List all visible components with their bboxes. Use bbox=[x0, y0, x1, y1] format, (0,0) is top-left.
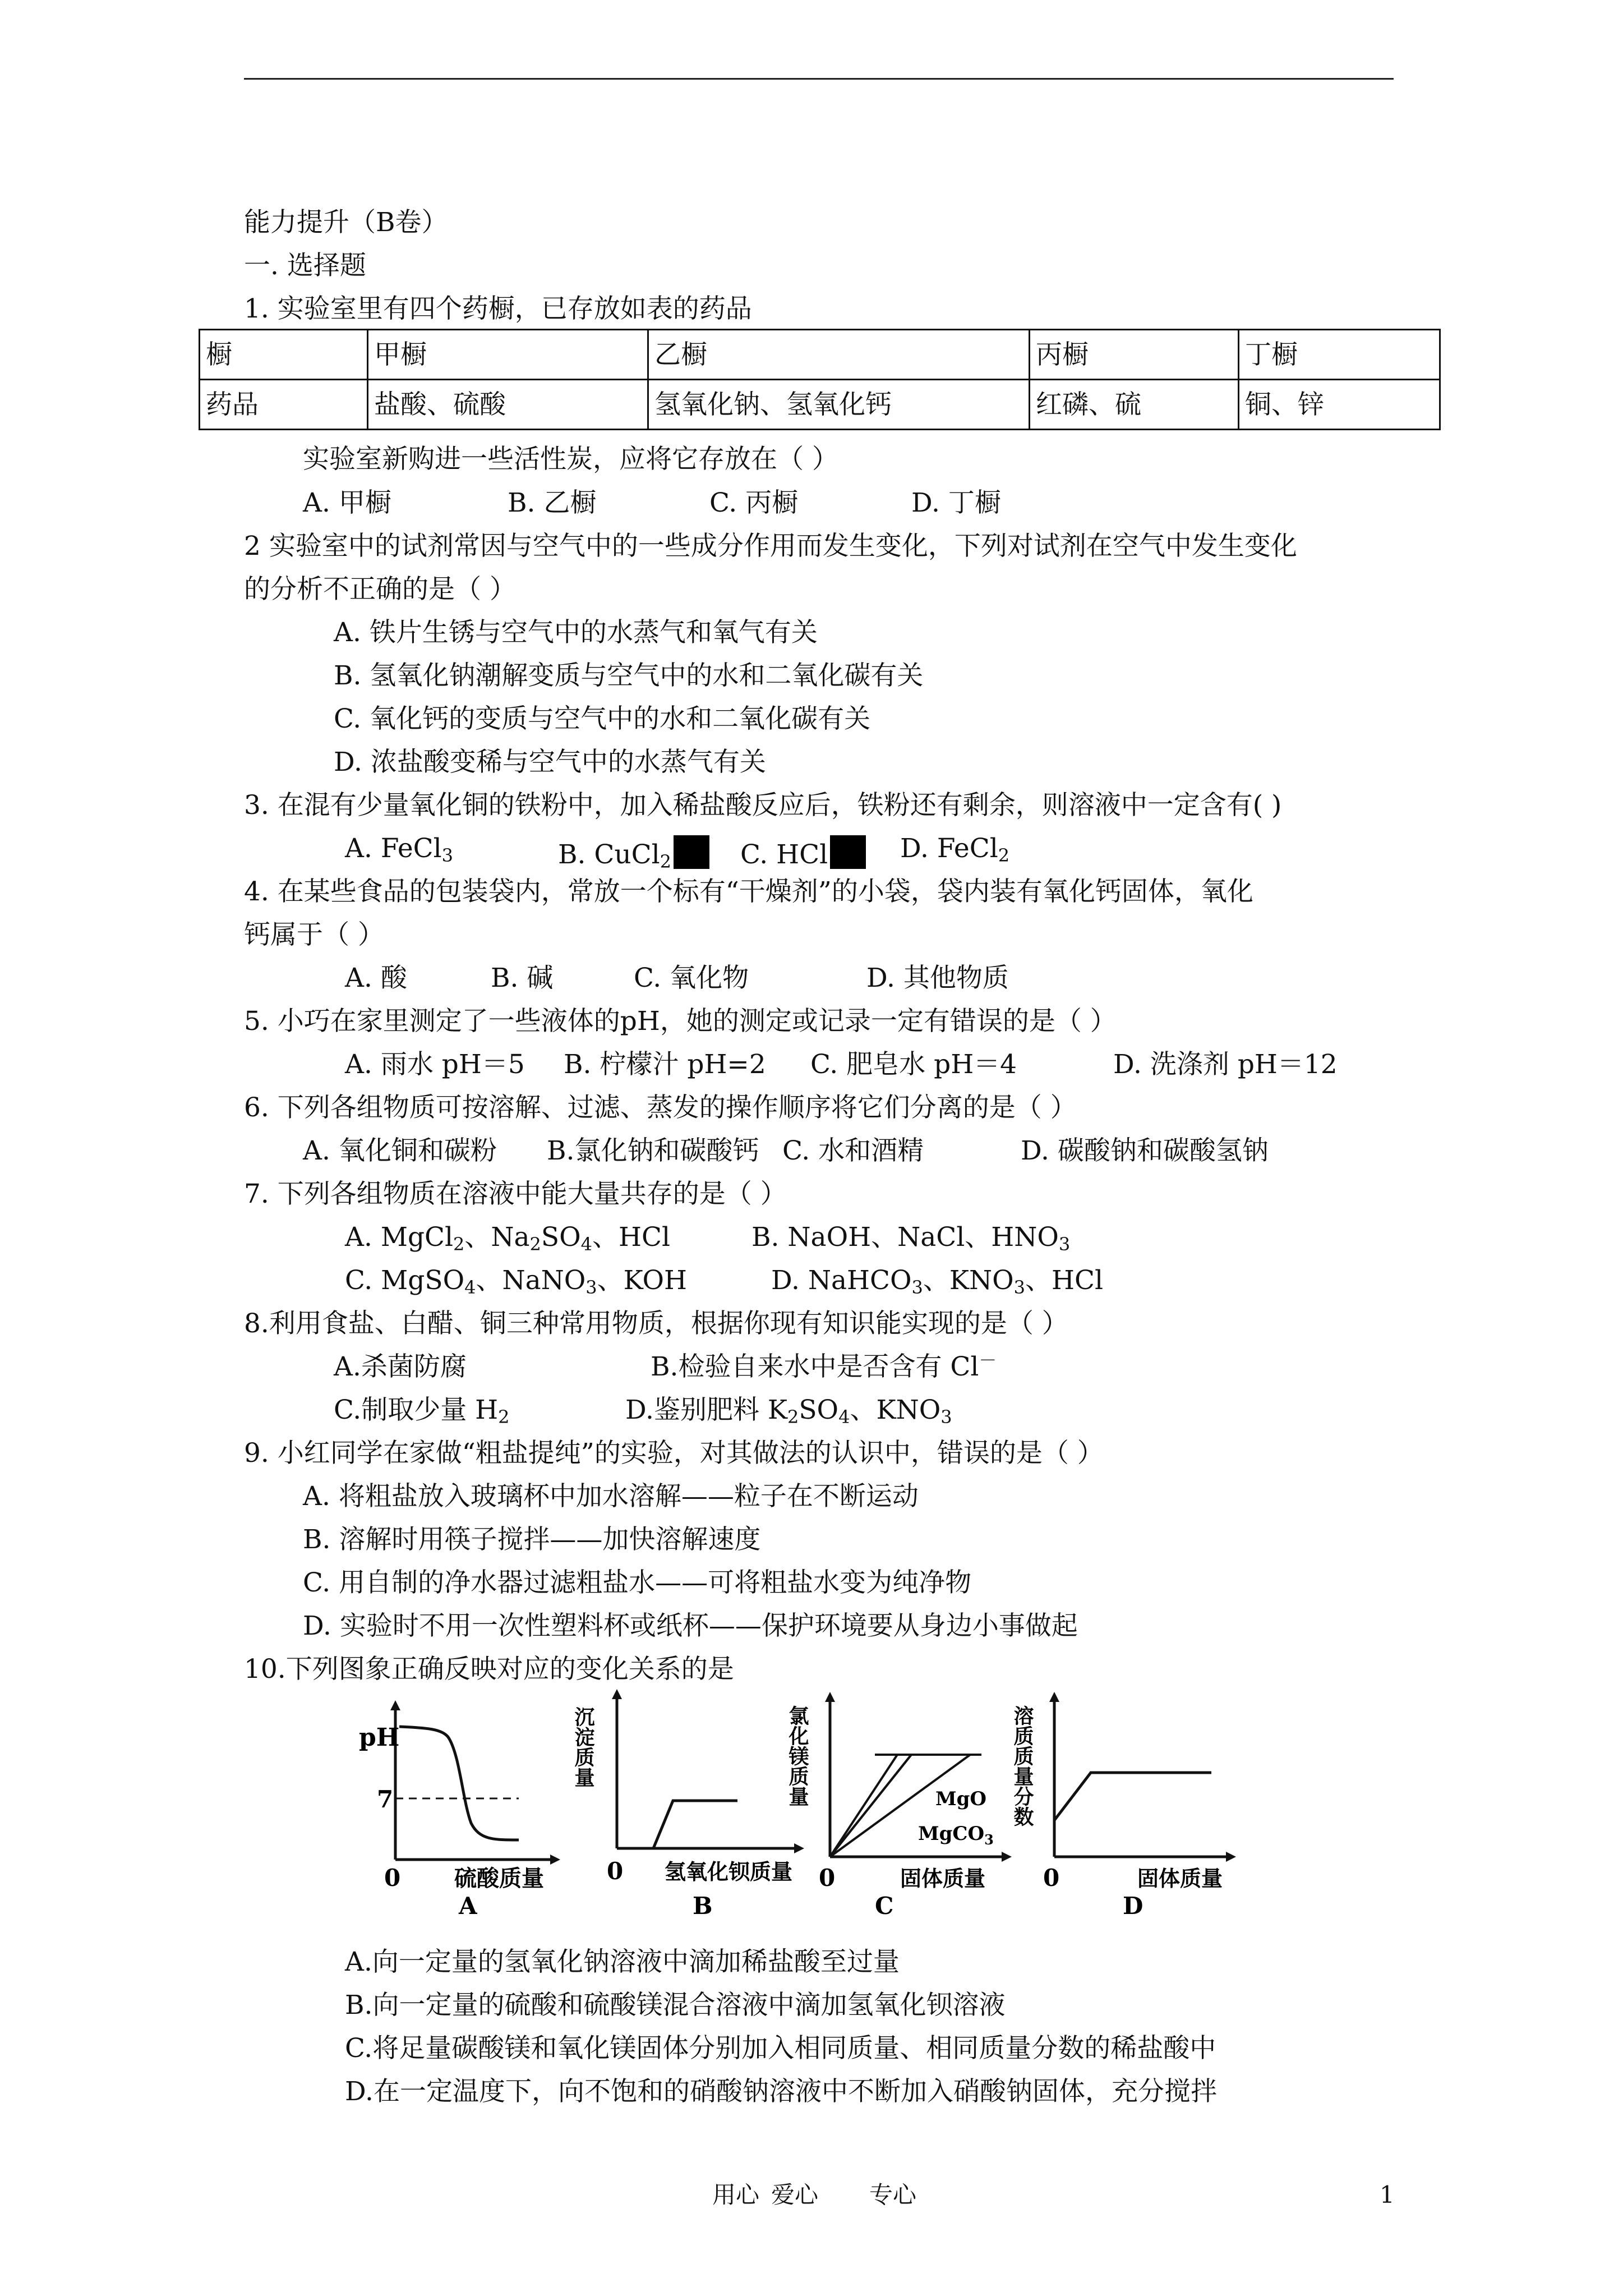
q4-option-c: C. 氧化物 bbox=[634, 963, 749, 993]
formula-part: 、HCl bbox=[1025, 1265, 1103, 1296]
subscript: 3 bbox=[441, 845, 454, 866]
graph-d-xlabel: 固体质量 bbox=[1137, 1866, 1223, 1891]
formula-part: B. NaOH、NaCl、HNO bbox=[751, 1222, 1059, 1253]
graph-d-origin: 0 bbox=[1043, 1864, 1060, 1892]
graph-c-letter: C bbox=[875, 1892, 894, 1920]
footer-text-1: 用心 bbox=[712, 2181, 760, 2208]
formula-part: A. MgCl bbox=[345, 1222, 454, 1253]
table-cell: 盐酸、硫酸 bbox=[368, 380, 648, 430]
q10-option-d: D.在一定温度下，向不饱和的硝酸钠溶液中不断加入硝酸钠固体，充分搅拌 bbox=[345, 2076, 1217, 2107]
subscript: 4 bbox=[838, 1406, 850, 1428]
graph-a-ylabel: pH bbox=[359, 1723, 400, 1752]
q3-option-b-text: B. CuCl bbox=[558, 839, 660, 870]
graph-b bbox=[571, 1694, 799, 1920]
graph-c-ylabel bbox=[786, 1705, 809, 1806]
table-cell: 乙橱 bbox=[648, 330, 1030, 380]
q10-option-a: A.向一定量的氢氧化钠溶液中滴加稀盐酸至过量 bbox=[345, 1947, 900, 1977]
q3-option-a-text: A. FeCl bbox=[345, 833, 442, 864]
q5-option-a: A. 雨水 pH＝5 bbox=[345, 1049, 525, 1080]
q10-stem: 10.下列图象正确反映对应的变化关系的是 bbox=[244, 1654, 734, 1685]
graph-d-ylabel bbox=[1011, 1705, 1034, 1826]
q8-option-a: A.杀菌防腐 bbox=[334, 1351, 467, 1382]
q2-option-a: A. 铁片生锈与空气中的水蒸气和氧气有关 bbox=[334, 617, 818, 648]
q9-option-a: A. 将粗盐放入玻璃杯中加水溶解——粒子在不断运动 bbox=[303, 1481, 919, 1512]
subscript: 2 bbox=[498, 1406, 510, 1428]
graph-b-origin: 0 bbox=[607, 1857, 624, 1885]
q1-option-d: D. 丁橱 bbox=[911, 487, 1001, 518]
table-cell: 丁橱 bbox=[1239, 330, 1440, 380]
q1-option-c: C. 丙橱 bbox=[709, 487, 799, 518]
page-number: 1 bbox=[1380, 2181, 1395, 2208]
subscript: 3 bbox=[940, 1406, 952, 1428]
formula-part: 、KOH bbox=[597, 1265, 688, 1296]
graph-b-letter: B bbox=[693, 1892, 713, 1920]
table-cell: 铜、锌 bbox=[1239, 380, 1440, 430]
q5-option-b: B. 柠檬汁 pH=2 bbox=[564, 1049, 766, 1080]
footer-text-2: 爱心 bbox=[771, 2181, 819, 2208]
graph-a-letter: A bbox=[459, 1892, 477, 1920]
q3-option-d-text: D. FeCl bbox=[900, 833, 998, 864]
q4-option-b: B. 碱 bbox=[491, 963, 554, 993]
formula-part: 、NaNO bbox=[476, 1265, 586, 1296]
formula-part: D. NaHCO bbox=[771, 1265, 912, 1296]
q5-option-c: C. 肥皂水 pH＝4 bbox=[810, 1049, 1017, 1080]
formula-part: SO bbox=[541, 1222, 581, 1253]
q3-stem: 3. 在混有少量氧化铜的铁粉中，加入稀盐酸反应后，铁粉还有剩余，则溶液中一定含有( ) bbox=[244, 790, 1282, 821]
formula-part: 、HCl bbox=[592, 1222, 670, 1253]
table-cell: 甲橱 bbox=[368, 330, 648, 380]
q4-option-a: A. 酸 bbox=[345, 963, 407, 993]
subscript: 2 bbox=[998, 845, 1010, 866]
subscript: 2 bbox=[787, 1406, 799, 1428]
q9-stem: 9. 小红同学在家做“粗盐提纯”的实验，对其做法的认识中，错误的是（ ） bbox=[244, 1438, 1104, 1469]
table-cell: 丙橱 bbox=[1030, 330, 1239, 380]
q2-option-b: B. 氢氧化钠潮解变质与空气中的水和二氧化碳有关 bbox=[334, 660, 924, 691]
graph-b-xlabel: 氢氧化钡质量 bbox=[665, 1859, 793, 1884]
q6-option-d: D. 碳酸钠和碳酸氢钠 bbox=[1021, 1135, 1269, 1166]
formula-part: 、KNO bbox=[850, 1395, 941, 1425]
formula-part: C. MgSO bbox=[345, 1265, 465, 1296]
q10-option-b: B.向一定量的硫酸和硫酸镁混合溶液中滴加氢氧化钡溶液 bbox=[345, 1990, 1006, 2021]
footer-text-3: 专心 bbox=[869, 2181, 917, 2208]
q9-option-b: B. 溶解时用筷子搅拌——加快溶解速度 bbox=[303, 1524, 761, 1555]
q7-stem: 7. 下列各组物质在溶液中能大量共存的是（ ） bbox=[244, 1179, 787, 1209]
formula-part: SO bbox=[799, 1395, 839, 1425]
q6-option-a: A. 氧化铜和碳粉 bbox=[303, 1135, 497, 1166]
table-cell: 药品 bbox=[200, 380, 368, 430]
graph-a-tick-7: 7 bbox=[377, 1786, 394, 1813]
q6-option-b: B.氯化钠和碳酸钙 bbox=[547, 1135, 759, 1166]
graph-d-ylabel-text: 溶质质量分数 bbox=[1011, 1705, 1034, 1826]
q2-option-d: D. 浓盐酸变稀与空气中的水蒸气有关 bbox=[334, 747, 766, 777]
graph-c-xlabel: 固体质量 bbox=[900, 1866, 986, 1891]
q2-option-c: C. 氧化钙的变质与空气中的水和二氧化碳有关 bbox=[334, 703, 871, 734]
q1-option-a: A. 甲橱 bbox=[303, 487, 391, 518]
table-cell: 橱 bbox=[200, 330, 368, 380]
q9-option-c: C. 用自制的净水器过滤粗盐水——可将粗盐水变为纯净物 bbox=[303, 1567, 972, 1598]
q8-option-c-text: C.制取少量 H bbox=[334, 1395, 499, 1425]
graph-c-label-mgco3 bbox=[918, 1823, 994, 1848]
section-title: 能力提升（B卷） bbox=[244, 207, 448, 238]
q8-option-b-text: B.检验自来水中是否含有 Cl bbox=[651, 1351, 979, 1382]
part-title: 一. 选择题 bbox=[244, 250, 366, 281]
graph-c-label-mgo: MgO bbox=[935, 1788, 987, 1810]
q1-stem: 1. 实验室里有四个药橱，已存放如表的药品 bbox=[244, 293, 752, 324]
q6-stem: 6. 下列各组物质可按溶解、过滤、蒸发的操作顺序将它们分离的是（ ） bbox=[244, 1092, 1077, 1123]
graph-c bbox=[786, 1697, 1007, 1920]
graph-b-ylabel bbox=[571, 1706, 595, 1787]
graph-a bbox=[359, 1705, 555, 1920]
q3-option-c-text: C. HCl bbox=[740, 839, 828, 870]
q6-option-c: C. 水和酒精 bbox=[782, 1135, 924, 1166]
q4-option-d: D. 其他物质 bbox=[866, 963, 1009, 993]
graph-c-label-mgco3-text: MgCO bbox=[918, 1823, 985, 1845]
formula-part: 、Na bbox=[464, 1222, 530, 1253]
subscript: 3 bbox=[984, 1832, 994, 1848]
subscript: 3 bbox=[585, 1277, 597, 1298]
formula-part: 、KNO bbox=[923, 1265, 1014, 1296]
subscript: 3 bbox=[1058, 1234, 1071, 1255]
graph-c-ylabel-text: 氯化镁质量 bbox=[786, 1705, 809, 1806]
graph-c-origin: 0 bbox=[819, 1864, 836, 1892]
subscript: 2 bbox=[529, 1234, 541, 1255]
q2-stem-line1: 2 实验室中的试剂常因与空气中的一些成分作用而发生变化，下列对试剂在空气中发生变化 bbox=[244, 531, 1297, 562]
q10-option-c: C.将足量碳酸镁和氧化镁固体分别加入相同质量、相同质量分数的稀盐酸中 bbox=[345, 2033, 1216, 2064]
graph-a-origin: 0 bbox=[384, 1864, 401, 1892]
q1-question: 实验室新购进一些活性炭，应将它存放在（ ） bbox=[303, 444, 838, 475]
subscript: 2 bbox=[660, 851, 672, 872]
q4-stem-line2: 钙属于（ ） bbox=[244, 919, 384, 950]
table-cell: 红磷、硫 bbox=[1030, 380, 1239, 430]
graph-a-xlabel: 硫酸质量 bbox=[454, 1865, 544, 1892]
q2-stem-line2: 的分析不正确的是（ ） bbox=[244, 574, 516, 605]
q1-option-b: B. 乙橱 bbox=[508, 487, 597, 518]
superscript: － bbox=[979, 1350, 997, 1371]
q9-option-d: D. 实验时不用一次性塑料杯或纸杯——保护环境要从身边小事做起 bbox=[303, 1611, 1078, 1641]
subscript: 4 bbox=[580, 1234, 592, 1255]
subscript: 4 bbox=[464, 1277, 476, 1298]
subscript: 2 bbox=[453, 1234, 465, 1255]
graph-b-ylabel-text: 沉淀质量 bbox=[571, 1706, 595, 1787]
q5-stem: 5. 小巧在家里测定了一些液体的pH，她的测定或记录一定有错误的是（ ） bbox=[244, 1006, 1117, 1037]
graph-d-letter: D bbox=[1123, 1892, 1144, 1920]
subscript: 3 bbox=[1013, 1277, 1026, 1298]
q4-stem-line1: 4. 在某些食品的包装袋内，常放一个标有“干燥剂”的小袋，袋内装有氧化钙固体，氧化 bbox=[244, 876, 1253, 907]
q5-option-d: D. 洗涤剂 pH＝12 bbox=[1113, 1049, 1338, 1080]
subscript: 3 bbox=[911, 1277, 923, 1298]
graph-d bbox=[1011, 1697, 1231, 1920]
formula-part: D.鉴别肥料 K bbox=[625, 1395, 787, 1425]
q8-stem: 8.利用食盐、白醋、铜三种常用物质，根据你现有知识能实现的是（ ） bbox=[244, 1308, 1068, 1339]
table-cell: 氢氧化钠、氢氧化钙 bbox=[648, 380, 1030, 430]
